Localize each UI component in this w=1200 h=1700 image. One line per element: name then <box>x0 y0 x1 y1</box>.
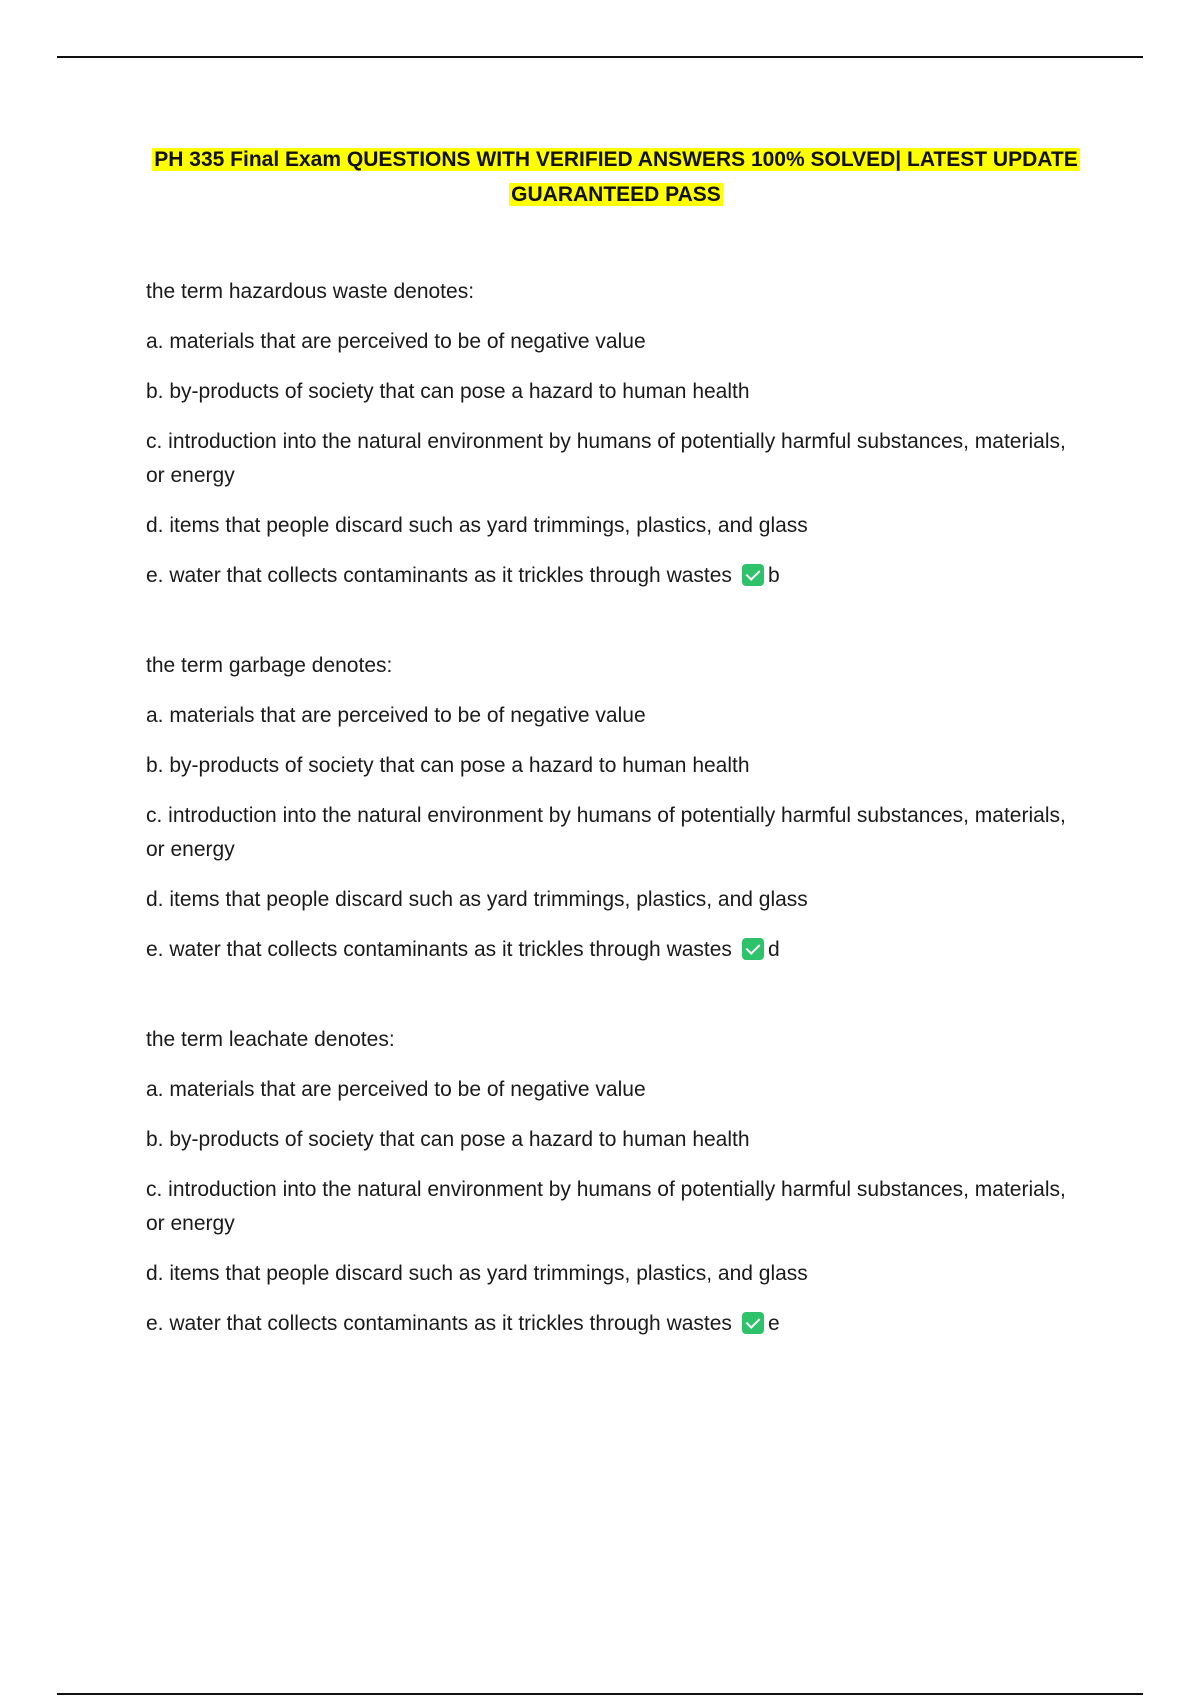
question-stem: the term hazardous waste denotes: <box>146 280 475 303</box>
bottom-rule <box>57 1693 1143 1695</box>
question-2 <box>146 649 1066 967</box>
top-rule <box>57 56 1143 58</box>
option-c: c. introduction into the natural environment by humans of potentially harmful substances, materials, or energy <box>146 804 1066 861</box>
option-e-with-answer <box>146 559 1066 593</box>
option-e: e. water that collects contaminants as it trickles through wastes <box>146 1312 732 1335</box>
page-title <box>100 142 1132 212</box>
option-e-with-answer <box>146 933 1066 967</box>
option-c: c. introduction into the natural environment by humans of potentially harmful substances, materials, or energy <box>146 430 1066 487</box>
check-icon <box>742 1312 764 1334</box>
option-d: d. items that people discard such as yard trimmings, plastics, and glass <box>146 514 808 537</box>
option-b: b. by-products of society that can pose a hazard to human health <box>146 1128 750 1151</box>
option-d: d. items that people discard such as yard trimmings, plastics, and glass <box>146 1262 808 1285</box>
option-b: b. by-products of society that can pose a hazard to human health <box>146 754 750 777</box>
question-stem: the term leachate denotes: <box>146 1028 395 1051</box>
option-e: e. water that collects contaminants as it trickles through wastes <box>146 564 732 587</box>
option-a: a. materials that are perceived to be of negative value <box>146 1078 646 1101</box>
option-d: d. items that people discard such as yard trimmings, plastics, and glass <box>146 888 808 911</box>
answer-letter: d <box>767 938 780 961</box>
option-a: a. materials that are perceived to be of negative value <box>146 330 646 353</box>
option-a: a. materials that are perceived to be of negative value <box>146 704 646 727</box>
page-title-line-1: PH 335 Final Exam QUESTIONS WITH VERIFIED ANSWERS 100% SOLVED| LATEST UPDATE <box>154 148 1078 171</box>
question-list <box>146 275 1066 1397</box>
option-e-with-answer <box>146 1307 1066 1341</box>
page-title-line-2: GUARANTEED PASS <box>511 183 721 206</box>
question-3 <box>146 1023 1066 1341</box>
question-stem: the term garbage denotes: <box>146 654 393 677</box>
check-icon <box>742 938 764 960</box>
question-1 <box>146 275 1066 593</box>
check-icon <box>742 564 764 586</box>
option-c: c. introduction into the natural environment by humans of potentially harmful substances, materials, or energy <box>146 1178 1066 1235</box>
answer-letter: b <box>767 564 780 587</box>
answer-letter: e <box>767 1312 780 1335</box>
option-b: b. by-products of society that can pose a hazard to human health <box>146 380 750 403</box>
option-e: e. water that collects contaminants as it trickles through wastes <box>146 938 732 961</box>
